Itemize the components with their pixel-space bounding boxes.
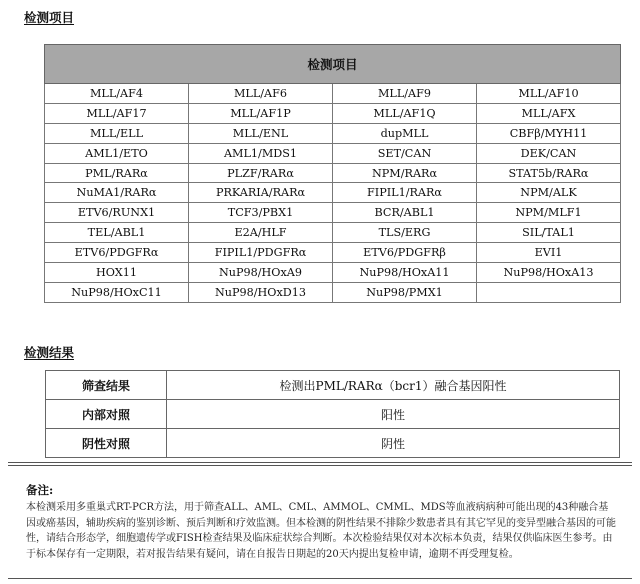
table-row: [45, 203, 621, 223]
table-cell: MLL/ELL: [45, 123, 189, 143]
table-cell: NPM/ALK: [477, 183, 621, 203]
result-row-internal-control: [46, 400, 620, 429]
table-cell: MLL/AF1P: [189, 103, 333, 123]
table-cell: AML1/MDS1: [189, 143, 333, 163]
test-results-table: [45, 370, 620, 458]
table-cell: MLL/AF4: [45, 84, 189, 104]
test-items-table: [44, 44, 621, 303]
table-cell: NPM/RARα: [333, 163, 477, 183]
table-cell: MLL/AF6: [189, 84, 333, 104]
table-cell: TLS/ERG: [333, 223, 477, 243]
result-value: 阴性: [167, 429, 620, 458]
result-row-screening: [46, 371, 620, 400]
table-cell: PML/RARα: [45, 163, 189, 183]
table-row: [45, 163, 621, 183]
table-cell: FIPIL1/RARα: [333, 183, 477, 203]
table-row: [45, 143, 621, 163]
table-cell: ETV6/RUNX1: [45, 203, 189, 223]
table-cell: SET/CAN: [333, 143, 477, 163]
table-cell: ETV6/PDGFRα: [45, 243, 189, 263]
section-title-items: 检测项目: [24, 10, 75, 25]
section-title-results: 检测结果: [24, 345, 75, 360]
result-value: 检测出PML/RARα（bcr1）融合基因阳性: [167, 371, 620, 400]
table-cell: NuP98/HOxA11: [333, 263, 477, 283]
table-cell: MLL/AFX: [477, 103, 621, 123]
table-cell: MLL/AF10: [477, 84, 621, 104]
notes-text: 本检测采用多重巢式RT-PCR方法，用于筛查ALL、AML、CML、AMMOL、CMML、MDS等血液病病种可能出现的43种融合基因或癌基因，辅助疾病的鉴别诊断、预后判断和疗效监测。但本检测的阴性结果不排除少数患者具有其它罕见的变异型融合基因的可能性，请结合形态学，细胞遗传学或FISH检查结果及临床症状综合判断。本次检验结果仅对本次标本负责，结果仅供临床医生参考。由于标本保存有一定期限，若对报告结果有疑问，请在自报告日期起的20天内提出复检申请，逾期不再受理复检。: [26, 502, 616, 560]
table-cell: EVI1: [477, 243, 621, 263]
table-cell: FIPIL1/PDGFRα: [189, 243, 333, 263]
table-cell: NuP98/PMX1: [333, 282, 477, 302]
table-cell: MLL/ENL: [189, 123, 333, 143]
table-cell: SIL/TAL1: [477, 223, 621, 243]
table-cell: MLL/AF9: [333, 84, 477, 104]
divider: [8, 465, 632, 466]
divider: [8, 578, 632, 579]
table-cell: ETV6/PDGFRβ: [333, 243, 477, 263]
result-label: 内部对照: [46, 400, 167, 429]
table-row: [45, 263, 621, 283]
table-cell: NuP98/HOxA9: [189, 263, 333, 283]
table-cell: TCF3/PBX1: [189, 203, 333, 223]
table-cell: [477, 282, 621, 302]
table-row: [45, 282, 621, 302]
table-cell: NuMA1/RARα: [45, 183, 189, 203]
result-label: 阴性对照: [46, 429, 167, 458]
table-cell: BCR/ABL1: [333, 203, 477, 223]
table-row: [45, 84, 621, 104]
table-cell: STAT5b/RARα: [477, 163, 621, 183]
table-cell: E2A/HLF: [189, 223, 333, 243]
table-cell: NuP98/HOxA13: [477, 263, 621, 283]
table-header: 检测项目: [45, 45, 621, 84]
table-cell: NuP98/HOxD13: [189, 282, 333, 302]
table-cell: HOX11: [45, 263, 189, 283]
table-cell: DEK/CAN: [477, 143, 621, 163]
table-cell: TEL/ABL1: [45, 223, 189, 243]
result-row-negative-control: [46, 429, 620, 458]
result-label: 筛查结果: [46, 371, 167, 400]
result-value: 阳性: [167, 400, 620, 429]
table-cell: MLL/AF17: [45, 103, 189, 123]
table-cell: PLZF/RARα: [189, 163, 333, 183]
table-cell: CBFβ/MYH11: [477, 123, 621, 143]
table-cell: MLL/AF1Q: [333, 103, 477, 123]
table-row: [45, 243, 621, 263]
table-cell: NuP98/HOxC11: [45, 282, 189, 302]
table-row: [45, 103, 621, 123]
table-cell: dupMLL: [333, 123, 477, 143]
table-row: [45, 123, 621, 143]
table-cell: AML1/ETO: [45, 143, 189, 163]
table-cell: PRKARIA/RARα: [189, 183, 333, 203]
table-row: [45, 183, 621, 203]
table-cell: NPM/MLF1: [477, 203, 621, 223]
divider: [8, 462, 632, 463]
notes-title: 备注:: [26, 483, 54, 497]
table-row: [45, 223, 621, 243]
